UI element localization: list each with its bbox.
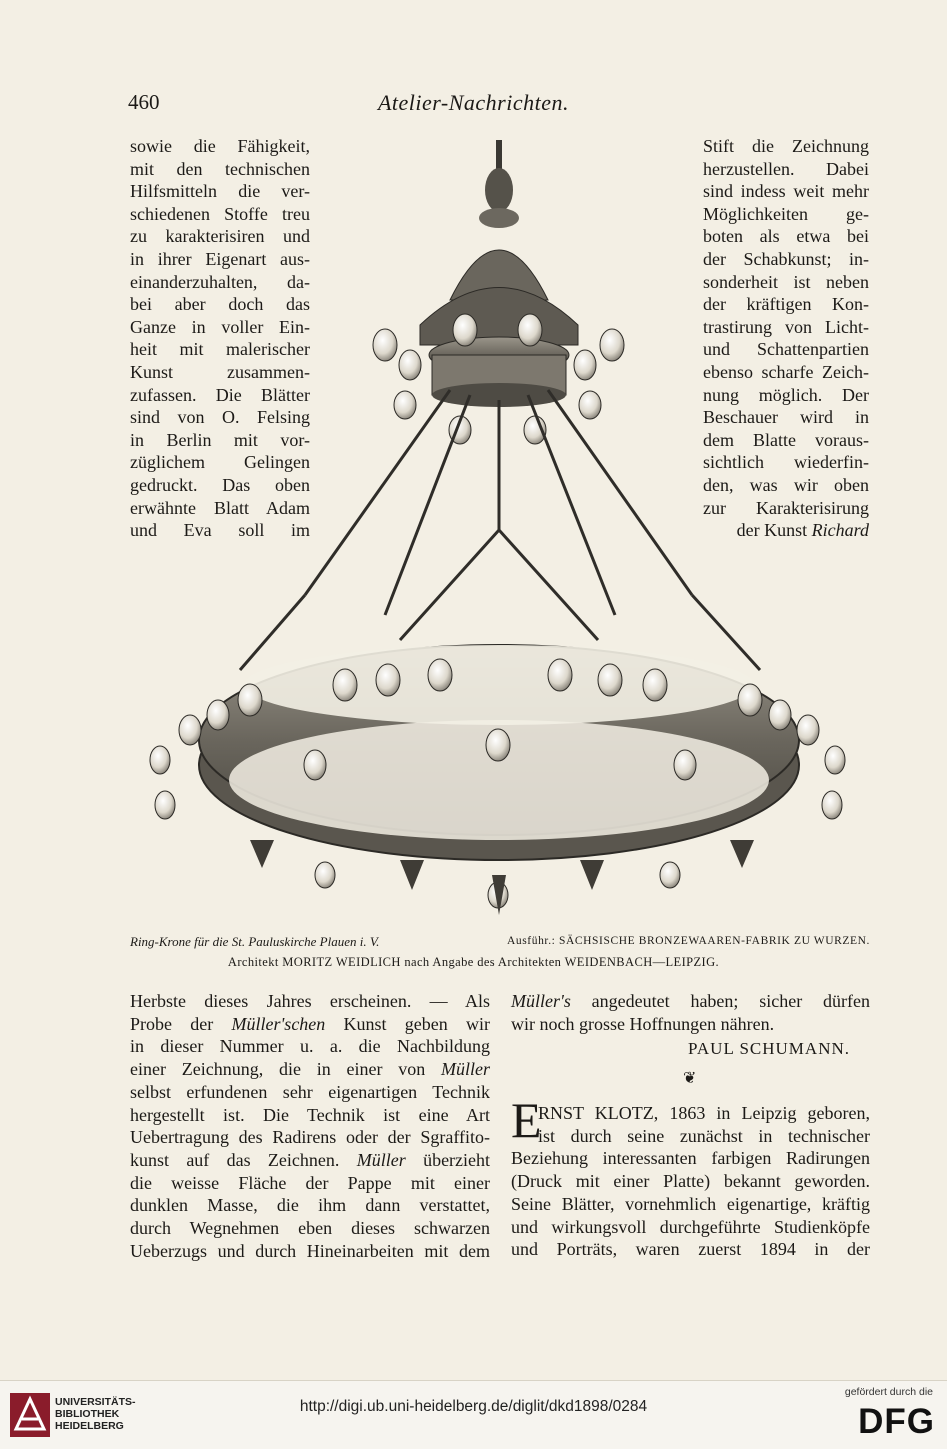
library-name-line: BIBLIOTHEK (55, 1408, 120, 1420)
body-right-column (511, 990, 870, 1035)
text-line: trastirung von Licht- (703, 316, 869, 337)
text-line: sind indess weit mehr (703, 181, 869, 202)
text-line: dem Blatte voraus- (703, 429, 869, 450)
caption-architect: Architekt MORITZ WEIDLICH nach Angabe des Architekten WEIDENBACH—LEIPZIG. (227, 955, 720, 969)
text-line: in ihrer Eigenart aus- (130, 248, 310, 269)
text-line: und Schattenpartien (703, 339, 869, 360)
text-line: in dieser Nummer u. a. die Nachbildung (130, 1036, 490, 1057)
text-line: Ueberzugs und durch Hineinarbeiten mit dem (130, 1240, 490, 1261)
text-line: die weisse Fläche der Pappe mit einer (130, 1172, 490, 1193)
klotz-paragraph (511, 1102, 870, 1261)
drop-cap: E (511, 1092, 542, 1148)
text-line: Beziehung interessanten farbigen Radirungen (511, 1148, 870, 1169)
text-line: in Berlin mit vor- (130, 429, 310, 450)
text-line: bei aber doch das (130, 294, 310, 315)
text-line: Seine Blätter, vornehmlich eigenartige, kräftig (511, 1193, 870, 1214)
italic-name: Müller's (511, 991, 571, 1011)
text-line: nung möglich. Der (703, 384, 869, 405)
text-line: RNST KLOTZ, 1863 in Leipzig geboren, (538, 1103, 870, 1123)
text-line (130, 1013, 490, 1036)
permalink-url[interactable]: http://digi.ub.uni-heidelberg.de/diglit/dkd1898/0284 (299, 1398, 648, 1415)
text-line: Uebertragung des Radirens oder der Sgraffito- (130, 1127, 490, 1148)
text-line: durch Wegnehmen eben dieses schwarzen (130, 1218, 490, 1239)
text-line: sowie die Fähigkeit, (130, 136, 310, 156)
italic-name: Müller'schen (231, 1013, 326, 1034)
text-line: herzustellen. Dabei (703, 158, 869, 179)
caption-maker: Ausführ.: SÄCHSISCHE BRONZEWAAREN-FABRIK ZU WURZEN. (506, 935, 870, 947)
page-number: 460 (128, 90, 160, 114)
author-signature: PAUL SCHUMANN. (688, 1039, 850, 1058)
text-fragment: angedeutet haben; sicher dürfen (591, 991, 870, 1011)
text-line: wir noch grosse Hoffnungen nähren. (511, 1013, 775, 1034)
text-line: heit mit malerischer (130, 339, 310, 360)
text-line: einanderzuhalten, da- (130, 271, 310, 292)
text-line: der Schabkunst; in- (703, 248, 869, 269)
text-line: zufassen. Die Blätter (130, 384, 310, 405)
text-line (130, 1149, 490, 1172)
text-line: den, was wir oben (703, 474, 869, 495)
text-fragment: Probe der (130, 1013, 214, 1034)
caption-title: Ring-Krone für die St. Pauluskirche Plauen i. V. (130, 934, 380, 949)
text-fragment: kunst auf das Zeichnen. (130, 1149, 340, 1170)
text-line: Möglichkeiten ge- (703, 203, 869, 224)
text-line: sonderheit ist neben (703, 271, 869, 292)
text-line (511, 990, 870, 1013)
text-line: züglichem Gelingen (130, 452, 310, 473)
library-name-line: HEIDELBERG (55, 1420, 124, 1432)
italic-name: Müller (441, 1059, 490, 1080)
text-line: schiedenen Stoffe treu (130, 203, 310, 224)
text-line: Kunst zusammen- (130, 361, 310, 382)
text-line: Beschauer wird in (703, 407, 869, 428)
running-title: Atelier-Nachrichten. (377, 90, 569, 115)
text-line: und Eva soll im (130, 520, 310, 541)
text-line: ebenso scharfe Zeich- (703, 361, 869, 382)
text-line (130, 1058, 490, 1081)
funding-note: gefördert durch die (844, 1386, 933, 1398)
text-line: Herbste dieses Jahres erscheinen. — Als (130, 991, 490, 1011)
text-line: erwähnte Blatt Adam (130, 497, 310, 518)
text-fragment: einer Zeichnung, die in einer von (130, 1059, 426, 1080)
text-line: boten als etwa bei (703, 226, 869, 247)
text-line: Stift die Zeichnung (703, 136, 869, 156)
text-line: der kräftigen Kon- (703, 294, 869, 315)
text-line: hergestellt ist. Die Technik ist eine Art (130, 1104, 490, 1125)
text-line: sichtlich wiederfin- (703, 452, 869, 473)
text-line: mit den technischen (130, 158, 310, 179)
body-left-column (130, 990, 490, 1262)
text-fragment: überzieht (423, 1149, 491, 1170)
text-line: gedruckt. Das oben (130, 474, 310, 495)
italic-name: Richard (811, 520, 869, 541)
text-line: selbst erfundenen sehr eigenartigen Technik (130, 1081, 490, 1102)
text-line: ist durch seine zunächst in technischer (538, 1125, 870, 1146)
left-text-column (130, 135, 310, 542)
fleuron-ornament: ❦ (683, 1068, 697, 1087)
text-line: (Druck mit einer Platte) bekannt geworden. (511, 1171, 870, 1192)
text-line: und Porträts, waren zuerst 1894 in der (511, 1239, 870, 1260)
text-fragment: der Kunst (736, 520, 808, 541)
text-line-last (703, 519, 869, 542)
library-name-line: UNIVERSITÄTS- (55, 1396, 136, 1408)
text-line: zur Karakterisirung (703, 497, 869, 518)
text-line: Ganze in voller Ein- (130, 316, 310, 337)
text-line: und wirkungsvoll durchgeführte Studienköpfe (511, 1216, 870, 1237)
dfg-logo: DFG (858, 1402, 935, 1441)
text-line: dunklen Masse, die ihm dann verstattet, (130, 1195, 490, 1216)
text-line: sind von O. Felsing (130, 407, 310, 428)
italic-name: Müller (356, 1149, 406, 1170)
right-text-column (703, 135, 869, 542)
text-line: zu karakterisiren und (130, 226, 310, 247)
text-line: Hilfsmitteln die ver- (130, 181, 310, 202)
text-fragment: Kunst geben wir (343, 1013, 491, 1034)
